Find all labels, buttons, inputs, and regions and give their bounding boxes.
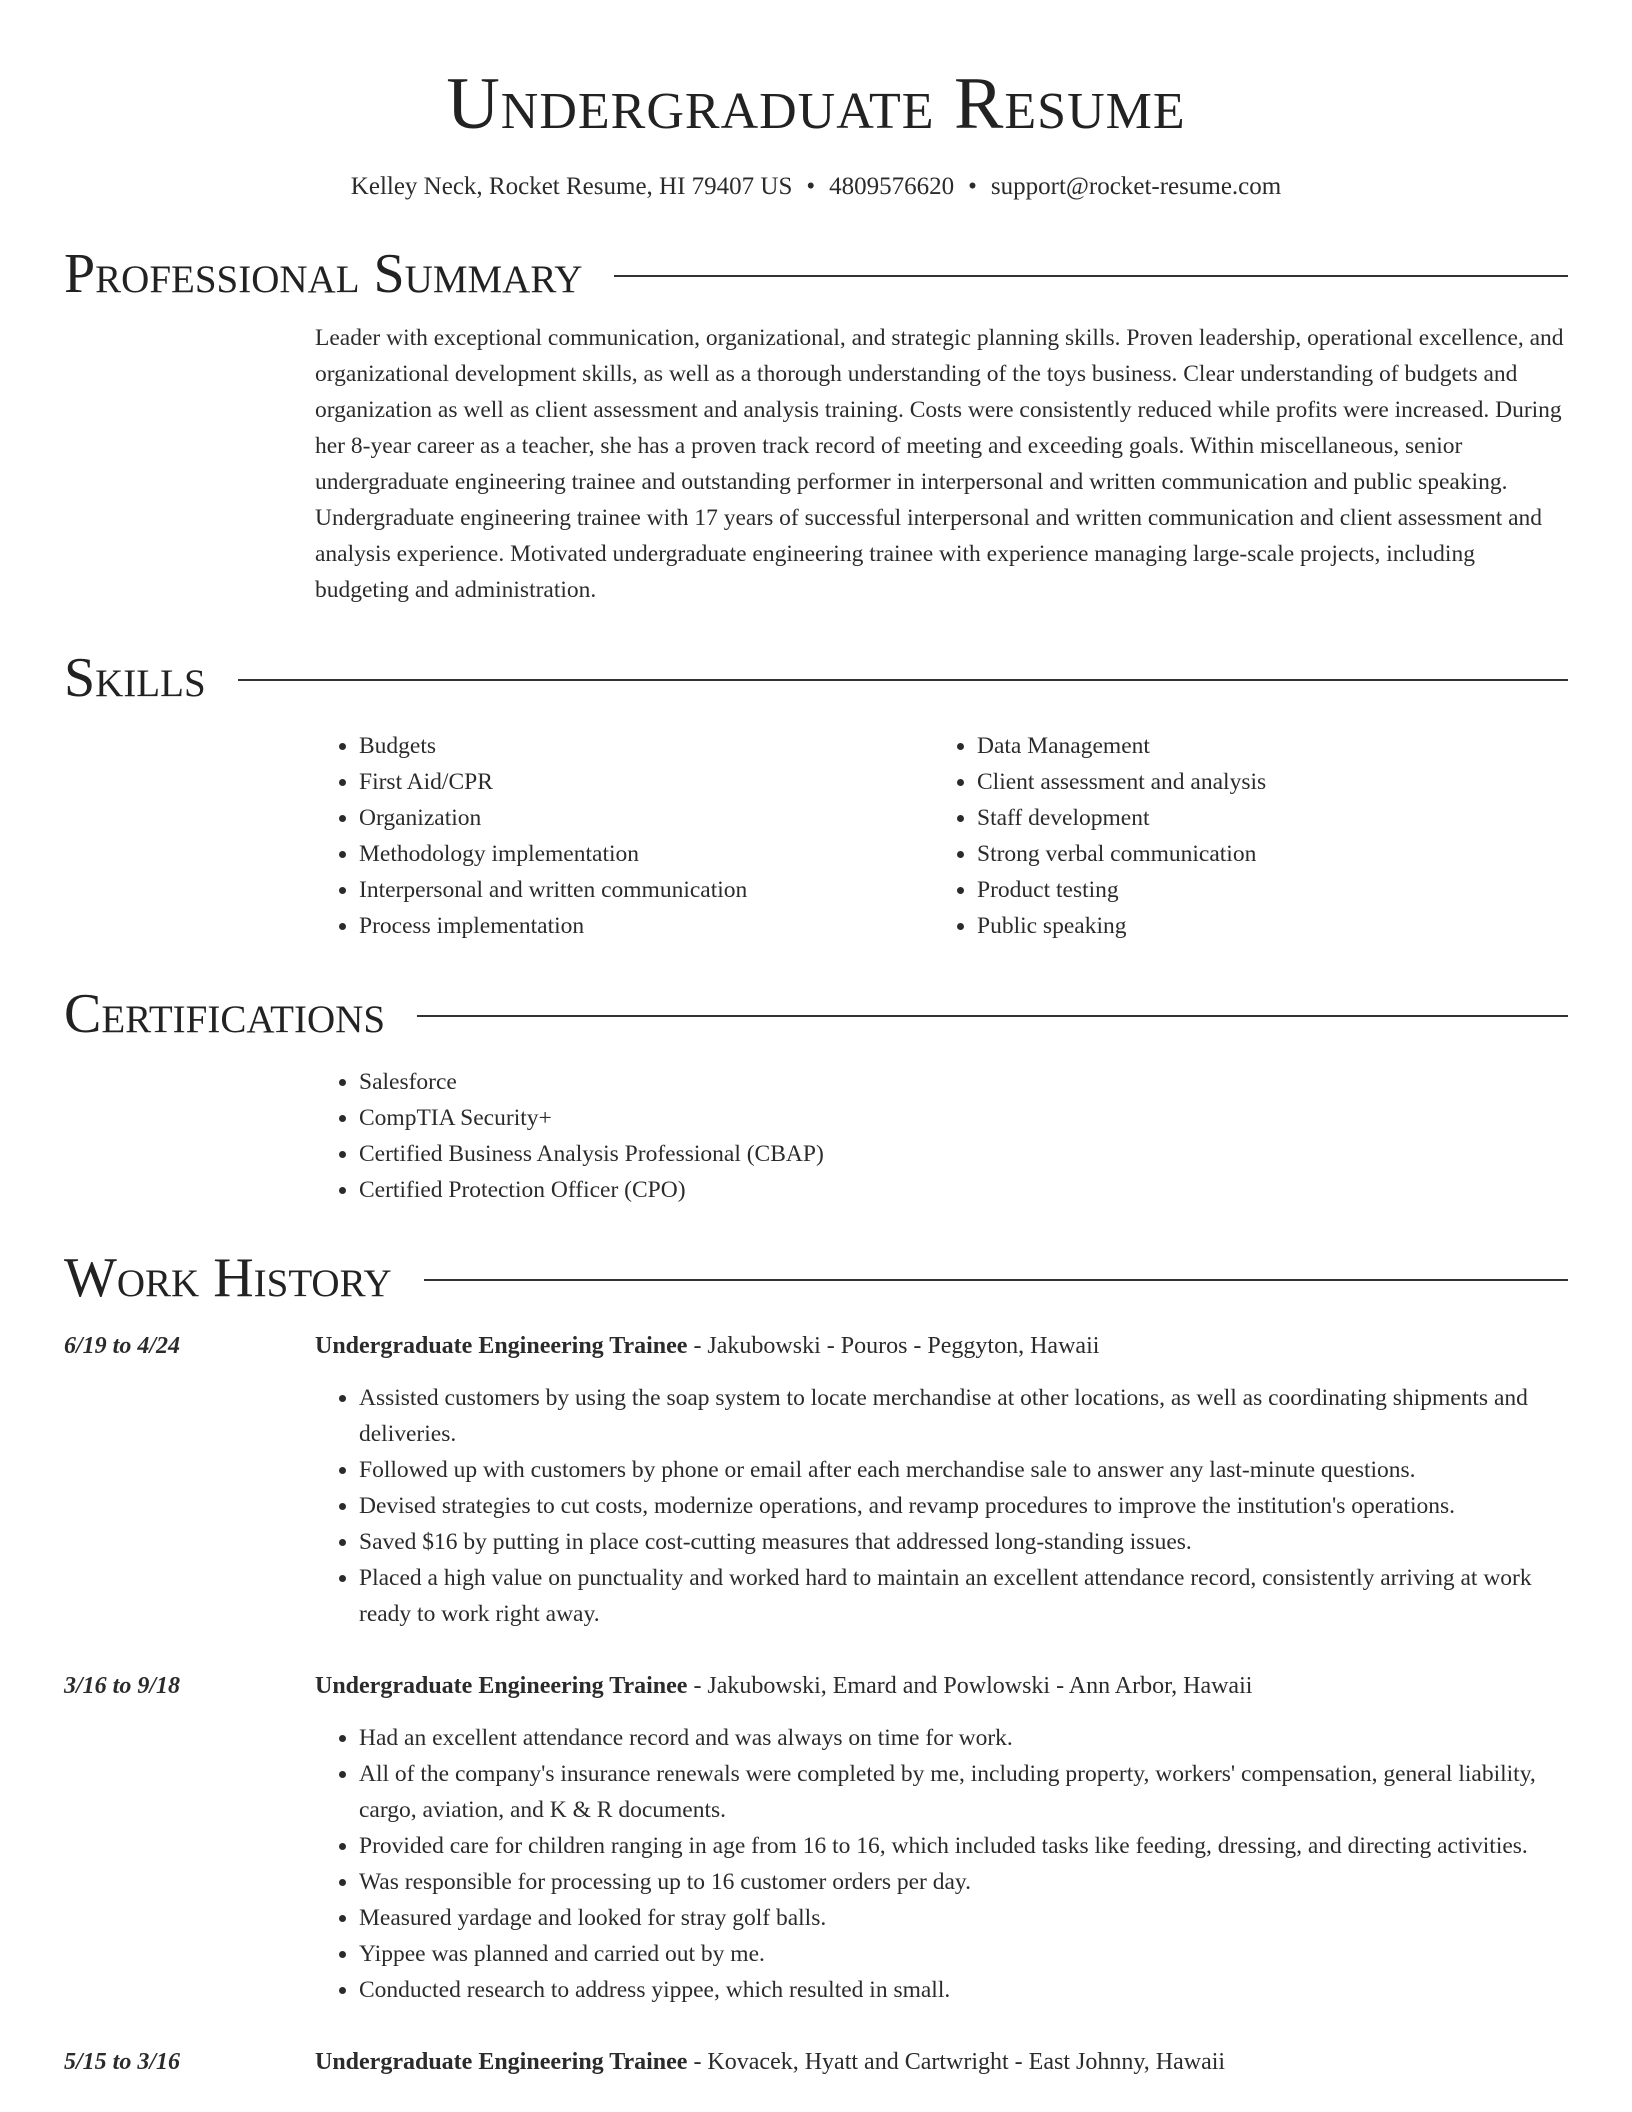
job-dates: 3/16 to 9/18 bbox=[64, 1673, 181, 1699]
skill-item: • Organization bbox=[359, 800, 933, 836]
job-title: Undergraduate Engineering Trainee bbox=[315, 1333, 688, 1359]
job-title: Undergraduate Engineering Trainee bbox=[315, 1673, 688, 1699]
job-position bbox=[315, 2044, 1225, 2080]
job-duties bbox=[315, 1380, 1568, 1632]
skill-item: • Product testing bbox=[977, 872, 1551, 908]
certifications-section-header bbox=[64, 982, 1568, 1046]
job-dates: 5/15 to 3/16 bbox=[64, 2049, 181, 2075]
job-duty-item: • Devised strategies to cut costs, modernize operations, and revamp procedures to improve the institution's operations. bbox=[359, 1488, 1568, 1524]
skills-heading: Skills bbox=[64, 647, 206, 709]
skill-item: • Client assessment and analysis bbox=[977, 764, 1551, 800]
job-employer: - Jakubowski - Pouros - Peggyton, Hawaii bbox=[687, 1333, 1100, 1359]
job-header bbox=[64, 2044, 1568, 2080]
job-position bbox=[315, 1668, 1252, 1704]
job-employer: - Jakubowski, Emard and Powlowski - Ann Arbor, Hawaii bbox=[687, 1673, 1253, 1699]
job-header bbox=[64, 1328, 1568, 1364]
summary-section-header bbox=[64, 242, 1568, 306]
job-entry bbox=[64, 2044, 1568, 2080]
summary-text: Leader with exceptional communication, organizational, and strategic planning skills. Proven leadership, operational excellence, and organizational development skills, as well as a thorough understanding of the toys business. Clear understanding of budgets and organization as well as client assessment and analysis training. Costs were consistently reduced while profits were increased. During her 8-year career as a teacher, she has a proven track record of meeting and exceeding goals. Within miscellaneous, senior undergraduate engineering trainee and outstanding performer in interpersonal and written communication and public speaking. Undergraduate engineering trainee with 17 years of successful interpersonal and written communication and client assessment and analysis experience. Motivated undergraduate engineering trainee with experience managing large-scale projects, including budgeting and administration. bbox=[315, 325, 1564, 603]
skills-list bbox=[315, 728, 1568, 944]
skill-item: • Strong verbal communication bbox=[977, 836, 1551, 872]
section-divider bbox=[417, 1015, 1568, 1017]
skill-item: • First Aid/CPR bbox=[359, 764, 933, 800]
skills-section-header bbox=[64, 646, 1568, 710]
job-position bbox=[315, 1328, 1099, 1364]
job-entry bbox=[64, 1668, 1568, 2008]
job-duty-item: • Followed up with customers by phone or email after each merchandise sale to answer any last-minute questions. bbox=[359, 1452, 1568, 1488]
job-duty-item: • Conducted research to address yippee, which resulted in small. bbox=[359, 1972, 1568, 2008]
job-duty-item: • Placed a high value on punctuality and worked hard to maintain an excellent attendance record, consistently arriving at work ready to work right away. bbox=[359, 1560, 1568, 1632]
certification-item: • Salesforce bbox=[359, 1064, 1568, 1100]
contact-phone: 4809576620 bbox=[829, 173, 955, 200]
job-duty-item: • Had an excellent attendance record and was always on time for work. bbox=[359, 1720, 1568, 1756]
job-duty-item: • Measured yardage and looked for stray golf balls. bbox=[359, 1900, 1568, 1936]
certification-item: • CompTIA Security+ bbox=[359, 1100, 1568, 1136]
job-entry bbox=[64, 1328, 1568, 1632]
summary-heading: Professional Summary bbox=[64, 243, 583, 305]
certifications-heading: Certifications bbox=[64, 983, 386, 1045]
contact-address: Kelley Neck, Rocket Resume, HI 79407 US bbox=[350, 173, 793, 200]
skill-item: • Data Management bbox=[977, 728, 1551, 764]
skill-item: • Public speaking bbox=[977, 908, 1551, 944]
contact-separator: • bbox=[968, 173, 977, 200]
job-duty-item: • All of the company's insurance renewals were completed by me, including property, workers' compensation, general liability, cargo, aviation, and K & R documents. bbox=[359, 1756, 1568, 1828]
job-duties bbox=[315, 1720, 1568, 2008]
contact-email: support@rocket-resume.com bbox=[990, 173, 1282, 200]
skill-item: • Process implementation bbox=[359, 908, 933, 944]
certifications-list bbox=[315, 1064, 1568, 1208]
job-header bbox=[64, 1668, 1568, 1704]
job-duty-item: • Yippee was planned and carried out by me. bbox=[359, 1936, 1568, 1972]
job-duty-item: • Provided care for children ranging in age from 16 to 16, which included tasks like feeding, dressing, and directing activities. bbox=[359, 1828, 1568, 1864]
skill-item: • Interpersonal and written communication bbox=[359, 872, 933, 908]
work-history-section-header bbox=[64, 1246, 1568, 1310]
job-title: Undergraduate Engineering Trainee bbox=[315, 2049, 688, 2075]
skills-column-right bbox=[933, 728, 1551, 944]
skills-column-left bbox=[315, 728, 933, 944]
section-divider bbox=[424, 1279, 1568, 1281]
certification-item: • Certified Business Analysis Professional (CBAP) bbox=[359, 1136, 1568, 1172]
job-duty-item: • Saved $16 by putting in place cost-cutting measures that addressed long-standing issues. bbox=[359, 1524, 1568, 1560]
skill-item: • Budgets bbox=[359, 728, 933, 764]
contact-separator: • bbox=[806, 173, 816, 200]
job-duty-item: • Was responsible for processing up to 16 customer orders per day. bbox=[359, 1864, 1568, 1900]
skill-item: • Staff development bbox=[977, 800, 1551, 836]
job-duty-item: • Assisted customers by using the soap system to locate merchandise at other locations, as well as coordinating shipments and deliveries. bbox=[359, 1380, 1568, 1452]
section-divider bbox=[614, 275, 1568, 277]
resume-title: Undergraduate Resume bbox=[446, 63, 1186, 145]
certification-item: • Certified Protection Officer (CPO) bbox=[359, 1172, 1568, 1208]
skill-item: • Methodology implementation bbox=[359, 836, 933, 872]
job-dates: 6/19 to 4/24 bbox=[64, 1333, 181, 1359]
contact-line bbox=[64, 170, 1568, 204]
job-employer: - Kovacek, Hyatt and Cartwright - East Johnny, Hawaii bbox=[687, 2049, 1226, 2075]
work-history-heading: Work History bbox=[64, 1247, 392, 1309]
section-divider bbox=[238, 679, 1568, 681]
